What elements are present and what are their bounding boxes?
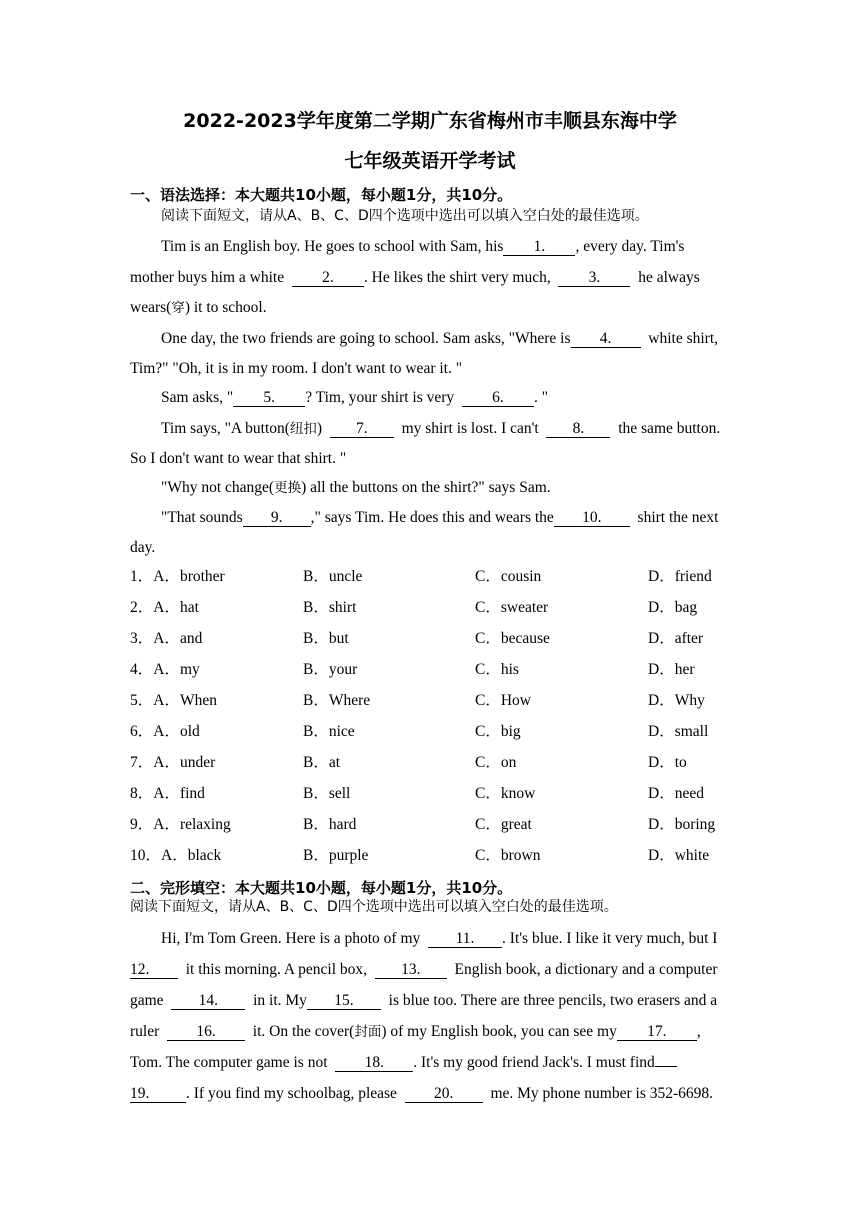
passage-line [130, 960, 718, 980]
text: ruler [130, 1023, 160, 1040]
text: . If you find my schoolbag, please [186, 1085, 397, 1102]
section2-instruction: 阅读下面短文，请从A、B、C、D四个选项中选出可以填入空白处的最佳选项。 [130, 899, 618, 915]
option-row [130, 691, 750, 711]
option-c: C．big [475, 723, 521, 740]
passage-line [130, 991, 717, 1011]
option-a: 1．A．brother [130, 568, 225, 585]
option-b: B．but [303, 630, 349, 647]
passage-line [161, 388, 548, 408]
blank-3: 3. [558, 269, 630, 287]
text: ) it to school. [184, 299, 267, 316]
option-b: B．Where [303, 692, 371, 709]
text: my shirt is lost. I can't [401, 420, 539, 437]
text: it. On the cover( [252, 1023, 355, 1040]
text: ? Tim, your shirt is very [305, 389, 455, 406]
option-a: 9．A．relaxing [130, 816, 231, 833]
option-b: B．uncle [303, 568, 363, 585]
blank-15: 15. [307, 992, 381, 1010]
passage-line: So I don't want to wear that shirt. " [130, 450, 347, 467]
option-row [130, 567, 750, 587]
section1-instruction: 阅读下面短文，请从A、B、C、D四个选项中选出可以填入空白处的最佳选项。 [161, 208, 649, 224]
option-c: C．because [475, 630, 550, 647]
passage-line [161, 929, 717, 949]
text: , every day. Tim's [575, 238, 685, 255]
blank-1: 1. [503, 238, 575, 256]
text: . " [533, 389, 549, 406]
blank-20: 20. [405, 1085, 483, 1103]
passage-line [130, 1022, 701, 1042]
exam-subtitle: 七年级英语开学考试 [344, 150, 516, 172]
option-b: B．shirt [303, 599, 357, 616]
text: Hi, I'm Tom Green. Here is a photo of my [161, 930, 421, 947]
option-row [130, 784, 750, 804]
text: Tim says, "A button( [161, 420, 290, 437]
blank-16: 16. [167, 1023, 245, 1041]
text: ," says Tim. He does this and wears the [310, 509, 554, 526]
text: Tom. The computer game is not [130, 1054, 328, 1071]
text: in it. My [253, 992, 307, 1009]
option-c: C．brown [475, 847, 541, 864]
section1-heading: 一、语法选择：本大题共10小题，每小题1分，共10分。 [130, 186, 513, 204]
text: ) of my English book, you can see my [381, 1023, 617, 1040]
text: shirt the next [637, 509, 719, 526]
blank-4: 4. [571, 330, 641, 348]
option-d: D．friend [648, 568, 712, 585]
blank-19: 19. [130, 1085, 186, 1103]
option-a: 7．A．under [130, 754, 216, 771]
text: me. My phone number is 352-6698. [490, 1085, 714, 1102]
text: it this morning. A pencil box, [185, 961, 368, 978]
blank-18: 18. [335, 1054, 413, 1072]
option-b: B．your [303, 661, 358, 678]
option-row [130, 660, 750, 680]
option-a: 10．A．black [130, 847, 222, 864]
blank-14: 14. [171, 992, 245, 1010]
option-c: C．sweater [475, 599, 549, 616]
text: 穿 [171, 300, 185, 316]
text: English book, a dictionary and a computer [454, 961, 718, 978]
passage-line [130, 298, 267, 318]
option-c: C．How [475, 692, 531, 709]
blank-8: 8. [546, 420, 610, 438]
text: 更换 [274, 480, 302, 496]
option-d: D．to [648, 754, 687, 771]
text: "That sounds [161, 509, 243, 526]
option-d: D．Why [648, 692, 705, 709]
option-row [130, 722, 750, 742]
option-b: B．at [303, 754, 341, 771]
text: . It's my good friend Jack's. I must find [413, 1054, 655, 1071]
option-a: 5．A．When [130, 692, 217, 709]
option-d: D．boring [648, 816, 716, 833]
text: . It's blue. I like it very much, but I [502, 930, 718, 947]
blank-17: 17. [617, 1023, 697, 1041]
blank-9: 9. [243, 509, 311, 527]
blank-19-start [655, 1066, 677, 1067]
passage-line [161, 237, 684, 257]
option-c: C．his [475, 661, 519, 678]
text: he always [638, 269, 700, 286]
blank-12: 12. [130, 961, 178, 979]
option-d: D．after [648, 630, 704, 647]
option-a: 3．A．and [130, 630, 203, 647]
option-row [130, 629, 750, 649]
option-b: B．purple [303, 847, 369, 864]
text: ) [316, 420, 323, 437]
text: ) all the buttons on the shirt?" says Sam. [301, 479, 551, 496]
passage-line [130, 1053, 677, 1073]
text: is blue too. There are three pencils, two erasers and a [388, 992, 718, 1009]
passage-line [161, 478, 551, 498]
passage-line: day. [130, 539, 156, 556]
option-row [130, 753, 750, 773]
option-a: 8．A．find [130, 785, 205, 802]
option-a: 2．A．hat [130, 599, 199, 616]
option-b: B．hard [303, 816, 357, 833]
passage-line [161, 419, 720, 439]
option-d: D．bag [648, 599, 698, 616]
text: white shirt, [648, 330, 719, 347]
option-c: C．know [475, 785, 536, 802]
blank-6: 6. [462, 389, 534, 407]
option-d: D．need [648, 785, 704, 802]
text: 封面 [354, 1024, 382, 1040]
passage-line: Tim?" "Oh, it is in my room. I don't want to wear it. " [130, 360, 463, 377]
text: wears( [130, 299, 172, 316]
option-d: D．small [648, 723, 709, 740]
passage-line [130, 268, 700, 288]
blank-2: 2. [292, 269, 364, 287]
text: the same button. [618, 420, 721, 437]
option-d: D．her [648, 661, 695, 678]
blank-5: 5. [233, 389, 305, 407]
blank-10: 10. [554, 509, 630, 527]
text: Tim is an English boy. He goes to school with Sam, his [161, 238, 504, 255]
blank-11: 11. [428, 930, 502, 948]
blank-13: 13. [375, 961, 447, 979]
passage-line [161, 508, 718, 528]
passage-line [130, 1084, 713, 1104]
option-a: 4．A．my [130, 661, 200, 678]
option-row [130, 598, 750, 618]
text: mother buys him a white [130, 269, 285, 286]
option-row [130, 846, 750, 866]
option-c: C．cousin [475, 568, 542, 585]
section2-heading: 二、完形填空：本大题共10小题，每小题1分，共10分。 [130, 879, 513, 897]
option-b: B．sell [303, 785, 351, 802]
text: , [696, 1023, 701, 1040]
option-row [130, 815, 750, 835]
text: . He likes the shirt very much, [363, 269, 551, 286]
option-c: C．on [475, 754, 517, 771]
text: 纽扣 [289, 421, 317, 437]
blank-7: 7. [330, 420, 394, 438]
exam-title: 2022-2023学年度第二学期广东省梅州市丰顺县东海中学 [183, 110, 677, 132]
option-c: C．great [475, 816, 532, 833]
text: game [130, 992, 164, 1009]
option-d: D．white [648, 847, 710, 864]
text: "Why not change( [161, 479, 275, 496]
text: One day, the two friends are going to school. Sam asks, "Where is [161, 330, 571, 347]
option-a: 6．A．old [130, 723, 200, 740]
passage-line [161, 329, 718, 349]
option-b: B．nice [303, 723, 355, 740]
text: Sam asks, " [161, 389, 234, 406]
